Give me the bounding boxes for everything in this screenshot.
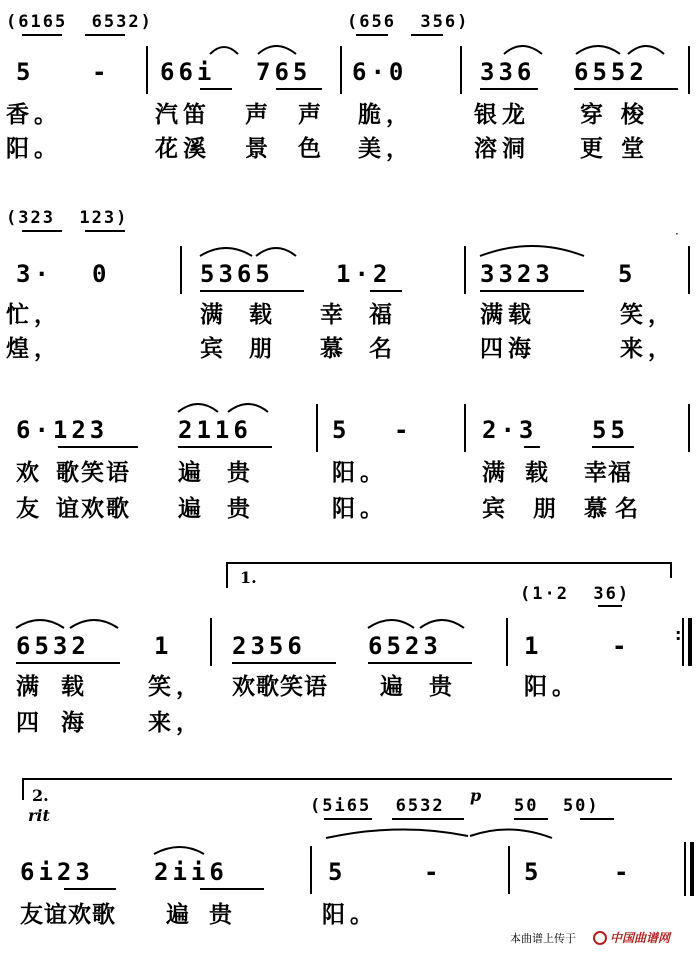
- lyric: 满载: [16, 674, 106, 700]
- note: 6532: [16, 632, 90, 660]
- lyric: 阳。: [524, 674, 580, 700]
- note: 1·2: [336, 260, 392, 288]
- lyric: 友: [16, 496, 44, 522]
- note: 3323: [480, 260, 554, 288]
- note: 1: [154, 632, 173, 660]
- tempo-marking: rit: [28, 806, 50, 825]
- volta-label: 2.: [32, 786, 49, 805]
- lyric: 笑，: [148, 674, 204, 700]
- lyric: 遍贵: [166, 902, 252, 928]
- lyric: 幸福: [584, 460, 632, 486]
- note: -: [612, 632, 631, 660]
- note: 5: [16, 58, 35, 86]
- lyric: 更堂: [580, 136, 662, 162]
- page-mark: ·: [675, 227, 679, 241]
- note: 0: [92, 260, 111, 288]
- lyric: 阳。: [332, 496, 388, 522]
- note: 6523: [368, 632, 442, 660]
- site-brand[interactable]: 中国曲谱网: [610, 931, 671, 945]
- lyric: 景色: [245, 136, 351, 162]
- note: -: [394, 416, 413, 444]
- note: 6·123: [16, 416, 109, 444]
- lyric: 慕名: [584, 496, 646, 522]
- note: 5: [524, 858, 543, 886]
- lyric: 遍贵: [178, 460, 276, 486]
- lyric: 欢: [16, 460, 44, 486]
- lyric: 忙，: [6, 302, 62, 328]
- lyric: 四海: [16, 710, 106, 736]
- intro-phrase-4: (1·2 36): [520, 584, 631, 604]
- repeat-dots: :: [675, 625, 682, 644]
- lyric: 满载: [480, 302, 536, 328]
- lyric: 阳。: [322, 902, 378, 928]
- lyric: 银龙: [474, 102, 530, 128]
- lyric: 满载: [200, 302, 298, 328]
- note: 1: [524, 632, 543, 660]
- lyric: 满载: [482, 460, 568, 486]
- note: 765: [256, 58, 312, 86]
- note: 6i23: [20, 858, 94, 886]
- lyric: 阳。: [332, 460, 388, 486]
- note: 66i: [160, 58, 216, 86]
- dynamic-marking: p: [470, 786, 482, 805]
- note: 2116: [178, 416, 252, 444]
- note: 6552: [574, 58, 648, 86]
- lyric: 宾朋: [200, 336, 298, 362]
- lyric: 遍贵: [178, 496, 276, 522]
- note: 5: [332, 416, 351, 444]
- intro-phrase-1a: (6165 6532): [6, 12, 153, 32]
- upload-note: 本曲谱上传于: [510, 932, 576, 945]
- note: 55: [592, 416, 629, 444]
- note: -: [424, 858, 443, 886]
- lyric: 慕名: [320, 336, 418, 362]
- lyric: 谊欢歌: [56, 496, 131, 522]
- note: 2ii6: [154, 858, 228, 886]
- intro-phrase-5a: (5i65 6532: [310, 796, 445, 816]
- lyric: 美，: [358, 136, 414, 162]
- intro-phrase-2: (323 123): [6, 208, 129, 228]
- note: 5: [618, 260, 637, 288]
- intro-phrase-5b: 50 50): [514, 796, 600, 816]
- note: 336: [480, 58, 536, 86]
- lyric: 汽笛: [155, 102, 211, 128]
- lyric: 欢歌笑语: [232, 674, 328, 700]
- intro-phrase-1b: (656 356): [347, 12, 470, 32]
- lyric: 来，: [620, 336, 676, 362]
- lyric: 阳。: [6, 136, 62, 162]
- lyric: 四海: [480, 336, 536, 362]
- site-logo-icon: [593, 931, 607, 945]
- lyric: 宾朋: [482, 496, 584, 522]
- lyric: 歌笑语: [56, 460, 131, 486]
- note: 5: [328, 858, 347, 886]
- note: 3·: [16, 260, 53, 288]
- lyric: 煌，: [6, 336, 62, 362]
- note: -: [614, 858, 633, 886]
- note: 2·3: [482, 416, 538, 444]
- lyric: 香。: [6, 102, 62, 128]
- lyric: 幸福: [320, 302, 418, 328]
- lyric: 溶洞: [474, 136, 530, 162]
- note: -: [92, 58, 111, 86]
- lyric: 友谊欢歌: [20, 902, 116, 928]
- note: 6·0: [352, 58, 408, 86]
- lyric: 穿梭: [580, 102, 662, 128]
- lyric: 笑，: [620, 302, 676, 328]
- volta-label: 1.: [240, 568, 257, 587]
- note: 5365: [200, 260, 274, 288]
- lyric: 花溪: [155, 136, 211, 162]
- note: 2356: [232, 632, 306, 660]
- lyric: 脆，: [358, 102, 414, 128]
- lyric: 来，: [148, 710, 204, 736]
- lyric: 遍贵: [380, 674, 478, 700]
- lyric: 声声: [245, 102, 351, 128]
